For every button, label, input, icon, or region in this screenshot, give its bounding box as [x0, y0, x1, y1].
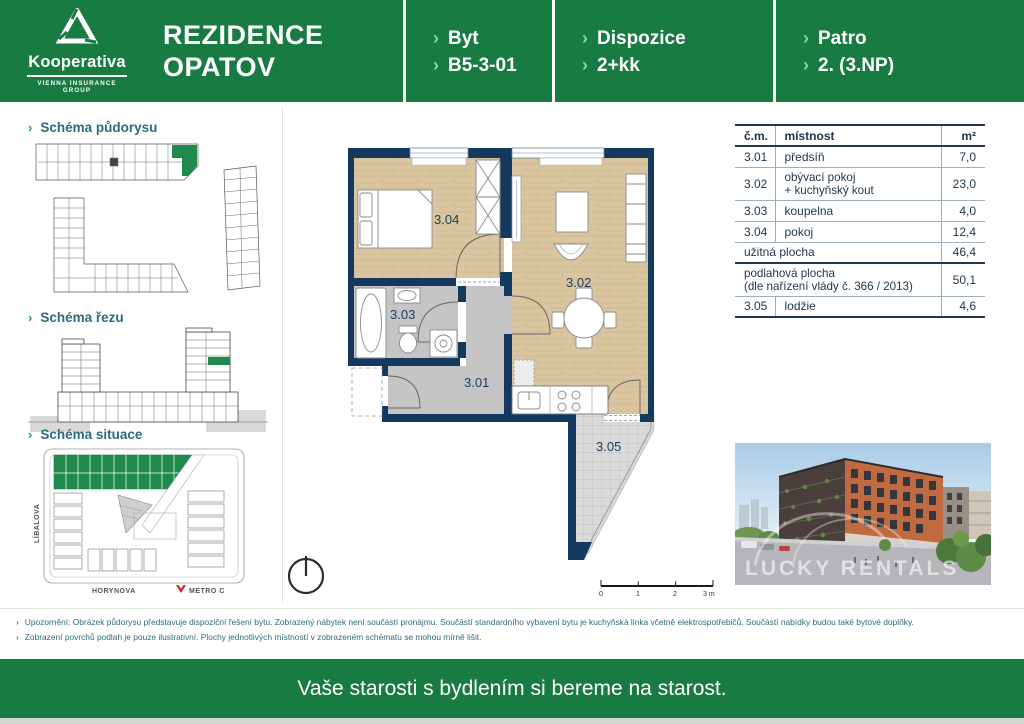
- floor-label: Patro: [818, 28, 867, 49]
- watermark-text: LUCKY RENTALS: [745, 557, 960, 580]
- sidebar-title-section-schema: › Schéma řezu: [28, 310, 124, 325]
- chevron-icon: ›: [433, 28, 439, 48]
- page-header: [0, 0, 1024, 102]
- highlighted-floor: [208, 357, 230, 365]
- chevron-icon: ›: [16, 632, 19, 642]
- table-row: 3.04 pokoj 12,4: [735, 221, 985, 242]
- metro-icon: [176, 585, 186, 593]
- project-title-line2: OPATOV: [163, 52, 276, 82]
- disclaimer-line-2: › Zobrazení povrchů podlah je pouze ilustrativní. Plochy jednotlivých místností v zobrazeném schématu se mohou mírně lišit.: [16, 632, 482, 642]
- floor-block: [776, 0, 1024, 102]
- chevron-icon: ›: [803, 28, 809, 48]
- bottom-strip: [0, 718, 1024, 724]
- north-arrow-icon: [284, 552, 328, 596]
- chevron-icon: ›: [433, 55, 439, 75]
- table-summary-floor: podlahová plocha (dle nařízení vlády č. 366 / 2013) 50,1: [735, 263, 985, 296]
- footer-slogan: Vaše starosti s bydlením si bereme na starost.: [297, 676, 727, 700]
- col-header-room: místnost: [775, 125, 941, 146]
- col-header-num: č.m.: [735, 125, 775, 146]
- scale-tick-0: 0: [599, 591, 603, 598]
- metro-label: METRO C: [189, 588, 225, 595]
- chevron-icon: ›: [28, 427, 33, 442]
- content-divider: [0, 608, 1024, 609]
- kooperativa-knot-icon: [55, 8, 99, 46]
- logo-group-text: VIENNA INSURANCE GROUP: [37, 80, 117, 94]
- room-label-loggia: 3.05: [596, 439, 622, 454]
- chevron-icon: ›: [582, 28, 588, 48]
- table-row: 3.03 koupelna 4,0: [735, 200, 985, 221]
- chevron-icon: ›: [16, 617, 19, 627]
- bathtub: [356, 288, 386, 358]
- brand-segment: [0, 0, 403, 102]
- scale-tick-2: 2: [673, 591, 677, 598]
- bed: [358, 190, 432, 248]
- layout-label: Dispozice: [597, 28, 686, 49]
- wardrobe: [476, 160, 500, 234]
- logo-brand-text: Kooperativa: [28, 53, 126, 71]
- kooperativa-logo: [27, 8, 127, 94]
- scale-tick-3: 3 m: [703, 591, 715, 598]
- table-summary-usable: užitná plocha 46,4: [735, 242, 985, 263]
- unit-number-block: [406, 0, 552, 102]
- unit-value: B5-3-01: [448, 55, 517, 76]
- building-floorplan-schematic: [26, 136, 270, 300]
- table-row: 3.02 obývací pokoj + kuchyňský kout 23,0: [735, 167, 985, 200]
- floor-value: 2. (3.NP): [818, 55, 895, 76]
- scale-bar: [595, 576, 725, 600]
- washing-machine: [430, 330, 457, 357]
- table-header-row: [735, 125, 985, 146]
- sidebar-title-situation-schema: › Schéma situace: [28, 427, 143, 442]
- scale-tick-1: 1: [636, 591, 640, 598]
- footer-bar: [0, 659, 1024, 718]
- chevron-icon: ›: [28, 120, 33, 135]
- chevron-icon: ›: [803, 55, 809, 75]
- loggia-floor: [568, 414, 654, 554]
- disclaimer: [16, 615, 914, 645]
- chevron-icon: ›: [28, 310, 33, 325]
- col-header-area: m²: [941, 125, 985, 146]
- disclaimer-line-1: › Upozornění: Obrázek půdorysu představuje dispoziční řešení bytu. Zobrazený nábytek není součástí pronájmu. Součástí standardního vybavení bytu je kuchyňská linka včetně elektrospotřebičů. Součástí nabídky budou také bytové doplňky.: [16, 617, 914, 627]
- project-title: [163, 19, 324, 83]
- room-label-hall: 3.01: [464, 375, 490, 390]
- room-label-living: 3.02: [566, 275, 592, 290]
- chevron-icon: ›: [582, 55, 588, 75]
- unit-label: Byt: [448, 28, 479, 49]
- room-label-bath: 3.03: [390, 307, 416, 322]
- project-title-line1: REZIDENCE: [163, 20, 324, 50]
- sidebar-divider: [282, 108, 283, 602]
- apartment-floorplan: [340, 146, 660, 598]
- logo-rule: [27, 75, 127, 77]
- toilet: [399, 326, 417, 353]
- table-row-loggia: 3.05 lodžie 4,6: [735, 296, 985, 317]
- sidebar-title-floorplan-schema: › Schéma půdorysu: [28, 120, 158, 135]
- layout-value: 2+kk: [597, 55, 640, 76]
- street-label-horynova: HORYNOVA: [92, 588, 136, 595]
- kitchen-counter: [512, 386, 608, 414]
- street-label-libalova: LÍBALOVA: [34, 503, 41, 543]
- area-table: [735, 124, 985, 318]
- table-row: 3.01 předsíň 7,0: [735, 146, 985, 167]
- rug: [556, 192, 588, 232]
- room-label-bedroom: 3.04: [434, 212, 460, 227]
- site-plan-schematic: [30, 443, 265, 600]
- building-render-photo: [735, 443, 991, 585]
- layout-block: [555, 0, 773, 102]
- washbasin: [394, 288, 420, 303]
- sofa: [626, 174, 646, 262]
